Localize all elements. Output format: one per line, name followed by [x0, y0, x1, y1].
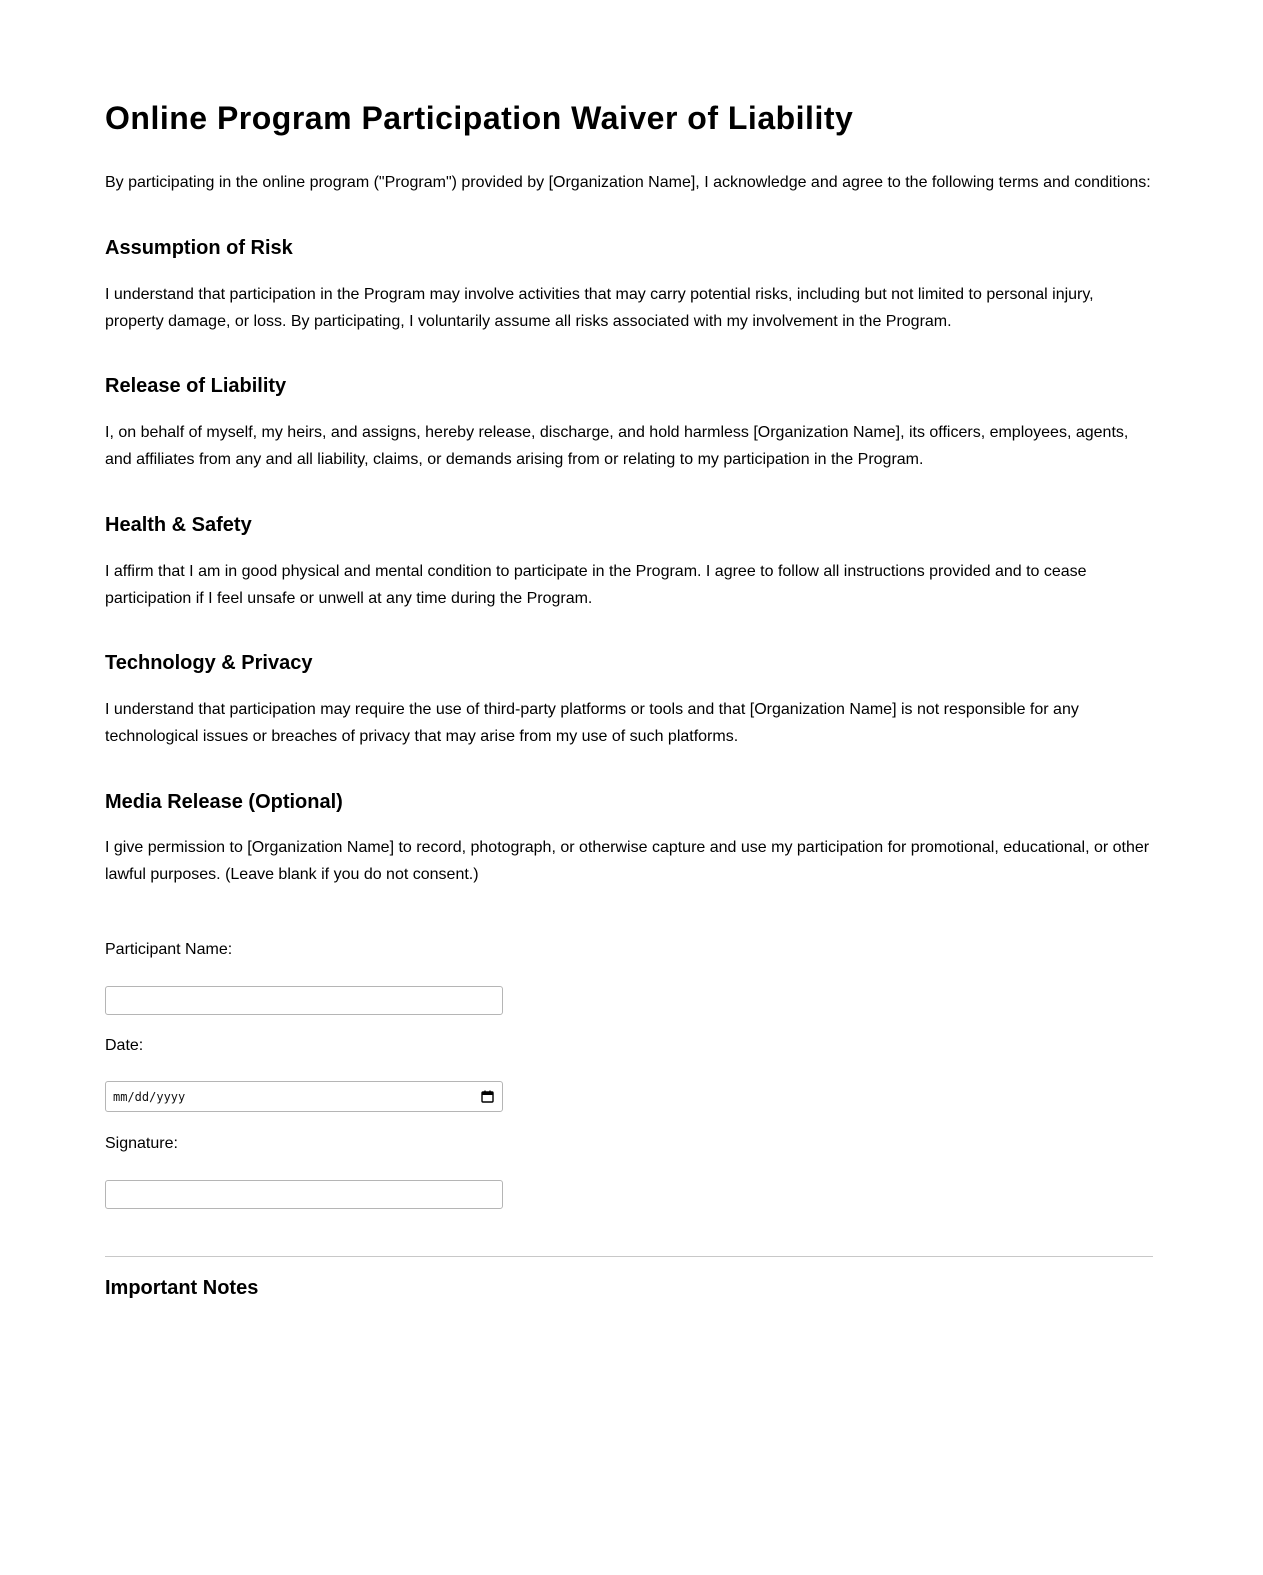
waiver-document: [105, 0, 1153, 1298]
date-placeholder: mm/dd/yyyy: [113, 1090, 186, 1104]
section-heading-health-safety: Health & Safety: [105, 514, 252, 536]
date-input[interactable]: [105, 1081, 503, 1112]
intro-paragraph: By participating in the online program ("Program") provided by [Organization Name], I acknowledge and agree to the following terms and conditions:: [105, 174, 1151, 191]
signature-label: Signature:: [105, 1135, 178, 1152]
section-heading-technology-privacy: Technology & Privacy: [105, 652, 313, 674]
section-body-assumption-of-risk: I understand that participation in the Program may involve activities that may carry potential risks, including but not limited to personal injury, property damage, or loss. By participating, I voluntarily assume all risks associated with my involvement in the Program.: [105, 286, 1094, 330]
page-title: Online Program Participation Waiver of Liability: [105, 100, 854, 136]
section-body-technology-privacy: I understand that participation may require the use of third-party platforms or tools and that [Organization Name] is not responsible for any technological issues or breaches of privacy that may arise from my use of such platforms.: [105, 701, 1079, 745]
section-divider: [105, 1256, 1153, 1257]
important-notes-heading: Important Notes: [105, 1277, 259, 1298]
section-heading-assumption-of-risk: Assumption of Risk: [105, 237, 293, 259]
section-body-release-of-liability: I, on behalf of myself, my heirs, and assigns, hereby release, discharge, and hold harmless [Organization Name], its officers, employees, agents, and affiliates from any and all liability, claims, or demands arising from or relating to my participation in the Program.: [105, 424, 1129, 468]
section-body-health-safety: I affirm that I am in good physical and mental condition to participate in the Program. I agree to follow all instructions provided and to cease participation if I feel unsafe or unwell at any time during the Program.: [105, 563, 1087, 607]
signature-input[interactable]: [105, 1180, 503, 1209]
participant-name-label: Participant Name:: [105, 941, 233, 958]
participant-name-input[interactable]: [105, 986, 503, 1015]
calendar-icon[interactable]: [481, 1090, 494, 1103]
section-heading-release-of-liability: Release of Liability: [105, 375, 287, 397]
section-body-media-release: I give permission to [Organization Name] to record, photograph, or otherwise capture and use my participation for promotional, educational, or other lawful purposes. (Leave blank if you do not consent.): [105, 839, 1150, 883]
section-heading-media-release: Media Release (Optional): [105, 791, 343, 813]
date-label: Date:: [105, 1037, 144, 1054]
